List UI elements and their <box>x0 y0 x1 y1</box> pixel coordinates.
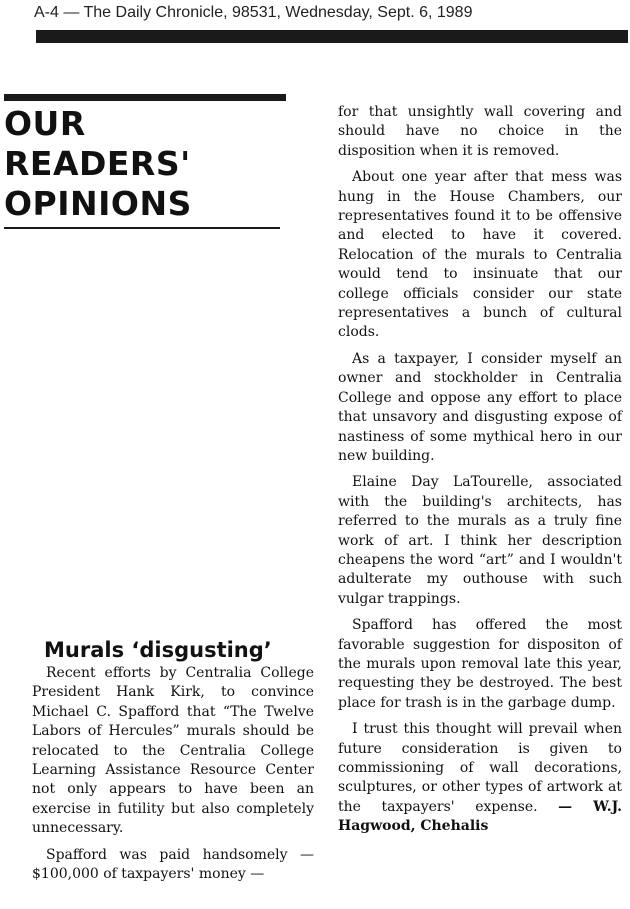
page-header: A-4 — The Daily Chronicle, 98531, Wednesday, Sept. 6, 1989 <box>34 4 473 21</box>
section-bottom-rule <box>4 227 280 229</box>
letter-paragraph: Elaine Day LaTourelle, associated with the building's architects, has referred to the murals as a truly fine work of art. I think her description cheapens the word “art” and I wouldn't adulterate my outhouse with such vulgar trappings. <box>338 474 622 607</box>
letter-closing-paragraph <box>338 720 622 836</box>
header-rule <box>36 30 628 43</box>
letter-paragraph: Spafford has offered the most favorable suggestion for dispositon of the murals upon removal late this year, requesting they be destroyed. The best place for trash is in the garbage dump. <box>338 617 622 711</box>
letter-paragraph-continued: for that unsightly wall covering and should have no choice in the disposition when it is removed. <box>338 104 622 159</box>
letter-signature: — W.J. Hagwood, Chehalis <box>338 798 622 835</box>
section-top-rule <box>4 94 286 101</box>
section-title-line: OPINIONS <box>4 184 192 223</box>
letter-paragraph: About one year after that mess was hung in the House Chambers, our representatives found it to be offensive and elected to have it covered. Relocation of the murals to Centralia would tend to insinuate that our college officials consider our state representatives a bunch of cultural clods. <box>338 169 622 341</box>
section-title-line: READERS' <box>4 144 191 183</box>
letter-paragraph: Spafford was paid handsomely — $100,000 of taxpayers' money — <box>32 846 314 883</box>
letter-column-1 <box>32 664 314 891</box>
letter-headline: Murals ‘disgusting’ <box>44 638 272 662</box>
section-title-line: OUR <box>4 104 86 143</box>
letter-paragraph: As a taxpayer, I consider myself an owner and stockholder in Centralia College and oppose any effort to place that unsavory and disgusting expose of nastiness of some mythical hero in our new building. <box>338 350 622 464</box>
section-title <box>4 104 294 224</box>
letter-paragraph: Recent efforts by Centralia College President Hank Kirk, to convince Michael C. Spafford that “The Twelve Labors of Hercules” murals should be relocated to the Centralia College Learning Assistance Resource Center not only appears to have been an exercise in futility but also completely unnecessary. <box>32 665 314 837</box>
closing-text: I trust this thought will prevail when future consideration is given to commissioning of wall decorations, sculptures, or other types of artwork at the taxpayers' expense. <box>338 721 622 815</box>
letter-column-2 <box>338 103 622 844</box>
